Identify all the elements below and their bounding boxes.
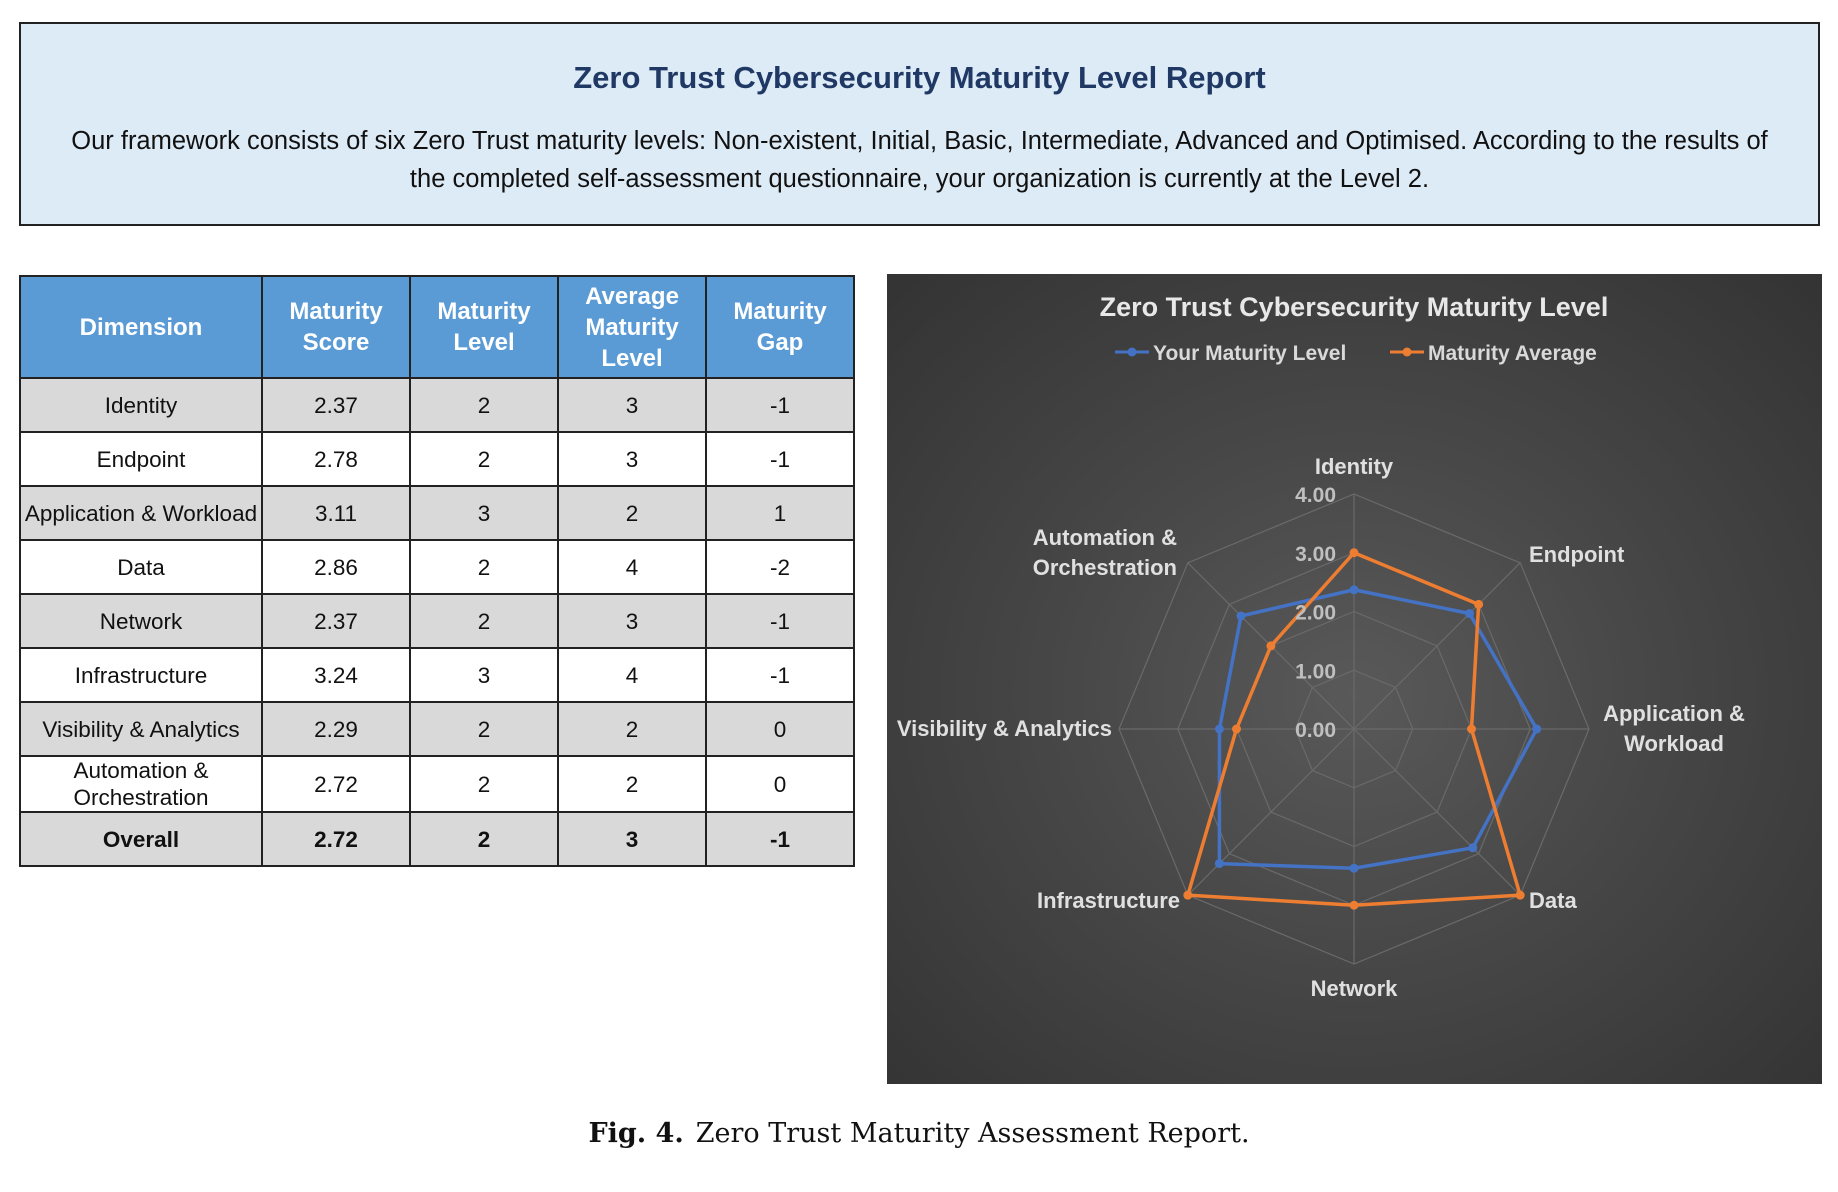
- cell-score: 2.29: [262, 702, 410, 756]
- cell-average: 3: [558, 378, 706, 432]
- series-point: [1266, 641, 1275, 650]
- table-row: [20, 756, 854, 812]
- header-maturity-gap: Maturity Gap: [706, 276, 854, 378]
- table-row: [20, 378, 854, 432]
- cell-average: 2: [558, 756, 706, 812]
- report-description-line-2: the completed self-assessment questionnaire, your organization is currently at the Level 2.: [409, 165, 1430, 193]
- radial-tick-label: 4.00: [1295, 484, 1336, 507]
- cell-gap: -1: [706, 812, 854, 866]
- series-point: [1215, 725, 1224, 734]
- table-row: [20, 648, 854, 702]
- cell-level: 2: [410, 594, 558, 648]
- category-label: Network: [1310, 976, 1398, 1001]
- category-label: Visibility & Analytics: [896, 716, 1112, 741]
- cell-dimension: Data: [20, 540, 262, 594]
- cell-dimension: Automation & Orchestration: [20, 756, 262, 812]
- table-row: [20, 432, 854, 486]
- cell-gap: -1: [706, 378, 854, 432]
- series-point: [1350, 548, 1359, 557]
- header-average-maturity-level: Average Maturity Level: [558, 276, 706, 378]
- cell-dimension: Overall: [20, 812, 262, 866]
- category-label: Automation &: [1032, 525, 1177, 550]
- figure-caption-text: Zero Trust Maturity Assessment Report.: [695, 1118, 1250, 1149]
- cell-dimension: Application & Workload: [20, 486, 262, 540]
- chart-title: Zero Trust Cybersecurity Maturity Level: [1099, 292, 1609, 322]
- cell-level: 2: [410, 812, 558, 866]
- series-point: [1350, 901, 1359, 910]
- cell-gap: 1: [706, 486, 854, 540]
- report-description-line-1: Our framework consists of six Zero Trust maturity levels: Non-existent, Initial, Basic, Intermediate, Advanced and Optimised. According to the results of: [71, 127, 1768, 155]
- table-row: [20, 486, 854, 540]
- series-point: [1467, 725, 1476, 734]
- cell-score: 3.11: [262, 486, 410, 540]
- legend-marker: [1403, 348, 1412, 357]
- series-point: [1215, 859, 1224, 868]
- radial-tick-label: 2.00: [1295, 601, 1336, 625]
- table-header-row: [20, 276, 854, 378]
- cell-average: 4: [558, 540, 706, 594]
- table-row-overall: [20, 812, 854, 866]
- cell-score: 3.24: [262, 648, 410, 702]
- header-maturity-score: Maturity Score: [262, 276, 410, 378]
- series-point: [1468, 843, 1477, 852]
- series-point: [1183, 891, 1192, 900]
- cell-dimension: Infrastructure: [20, 648, 262, 702]
- cell-score: 2.86: [262, 540, 410, 594]
- category-label: Application &: [1603, 701, 1745, 726]
- series-point: [1350, 864, 1359, 873]
- cell-gap: -1: [706, 432, 854, 486]
- category-label: Orchestration: [1032, 555, 1177, 580]
- cell-score: 2.72: [262, 756, 410, 812]
- series-point: [1237, 612, 1246, 621]
- cell-score: 2.78: [262, 432, 410, 486]
- series-point: [1465, 609, 1474, 618]
- series-point: [1350, 585, 1359, 594]
- cell-level: 2: [410, 432, 558, 486]
- cell-dimension: Visibility & Analytics: [20, 702, 262, 756]
- category-label: Workload: [1624, 731, 1724, 756]
- header-dimension: Dimension: [20, 276, 262, 378]
- cell-average: 3: [558, 812, 706, 866]
- category-label: Data: [1529, 888, 1577, 913]
- figure-caption-label: Fig. 4.: [588, 1118, 684, 1149]
- category-label: Identity: [1314, 454, 1394, 479]
- cell-average: 3: [558, 432, 706, 486]
- cell-score: 2.37: [262, 594, 410, 648]
- header-maturity-level: Maturity Level: [410, 276, 558, 378]
- cell-dimension: Endpoint: [20, 432, 262, 486]
- table-row: [20, 702, 854, 756]
- radar-chart-panel: [887, 274, 1822, 1084]
- radar-chart: [887, 274, 1822, 1084]
- cell-gap: -1: [706, 594, 854, 648]
- radial-tick-label: 3.00: [1295, 542, 1336, 566]
- cell-dimension: Identity: [20, 378, 262, 432]
- report-description: [43, 122, 1796, 198]
- series-point: [1232, 725, 1241, 734]
- table-row: [20, 540, 854, 594]
- series-point: [1516, 891, 1525, 900]
- cell-average: 4: [558, 648, 706, 702]
- cell-level: 2: [410, 540, 558, 594]
- cell-score: 2.72: [262, 812, 410, 866]
- cell-level: 3: [410, 486, 558, 540]
- report-title: Zero Trust Cybersecurity Maturity Level Report: [573, 60, 1266, 95]
- cell-level: 2: [410, 378, 558, 432]
- maturity-table: [19, 275, 855, 867]
- cell-gap: -1: [706, 648, 854, 702]
- cell-average: 2: [558, 702, 706, 756]
- series-point: [1532, 725, 1541, 734]
- cell-level: 3: [410, 648, 558, 702]
- figure-caption: [0, 1118, 1838, 1149]
- cell-gap: 0: [706, 702, 854, 756]
- legend-label: Your Maturity Level: [1153, 342, 1347, 365]
- legend-label: Maturity Average: [1428, 342, 1597, 365]
- radial-tick-label: 0.00: [1295, 719, 1336, 742]
- cell-score: 2.37: [262, 378, 410, 432]
- cell-level: 2: [410, 756, 558, 812]
- report-header: [19, 22, 1820, 226]
- cell-gap: 0: [706, 756, 854, 812]
- series-point: [1474, 600, 1483, 609]
- table-row: [20, 594, 854, 648]
- cell-average: 3: [558, 594, 706, 648]
- cell-average: 2: [558, 486, 706, 540]
- cell-gap: -2: [706, 540, 854, 594]
- cell-dimension: Network: [20, 594, 262, 648]
- legend-marker: [1128, 348, 1137, 357]
- category-label: Infrastructure: [1036, 888, 1180, 913]
- category-label: Endpoint: [1529, 542, 1625, 567]
- cell-level: 2: [410, 702, 558, 756]
- radial-tick-label: 1.00: [1295, 660, 1336, 684]
